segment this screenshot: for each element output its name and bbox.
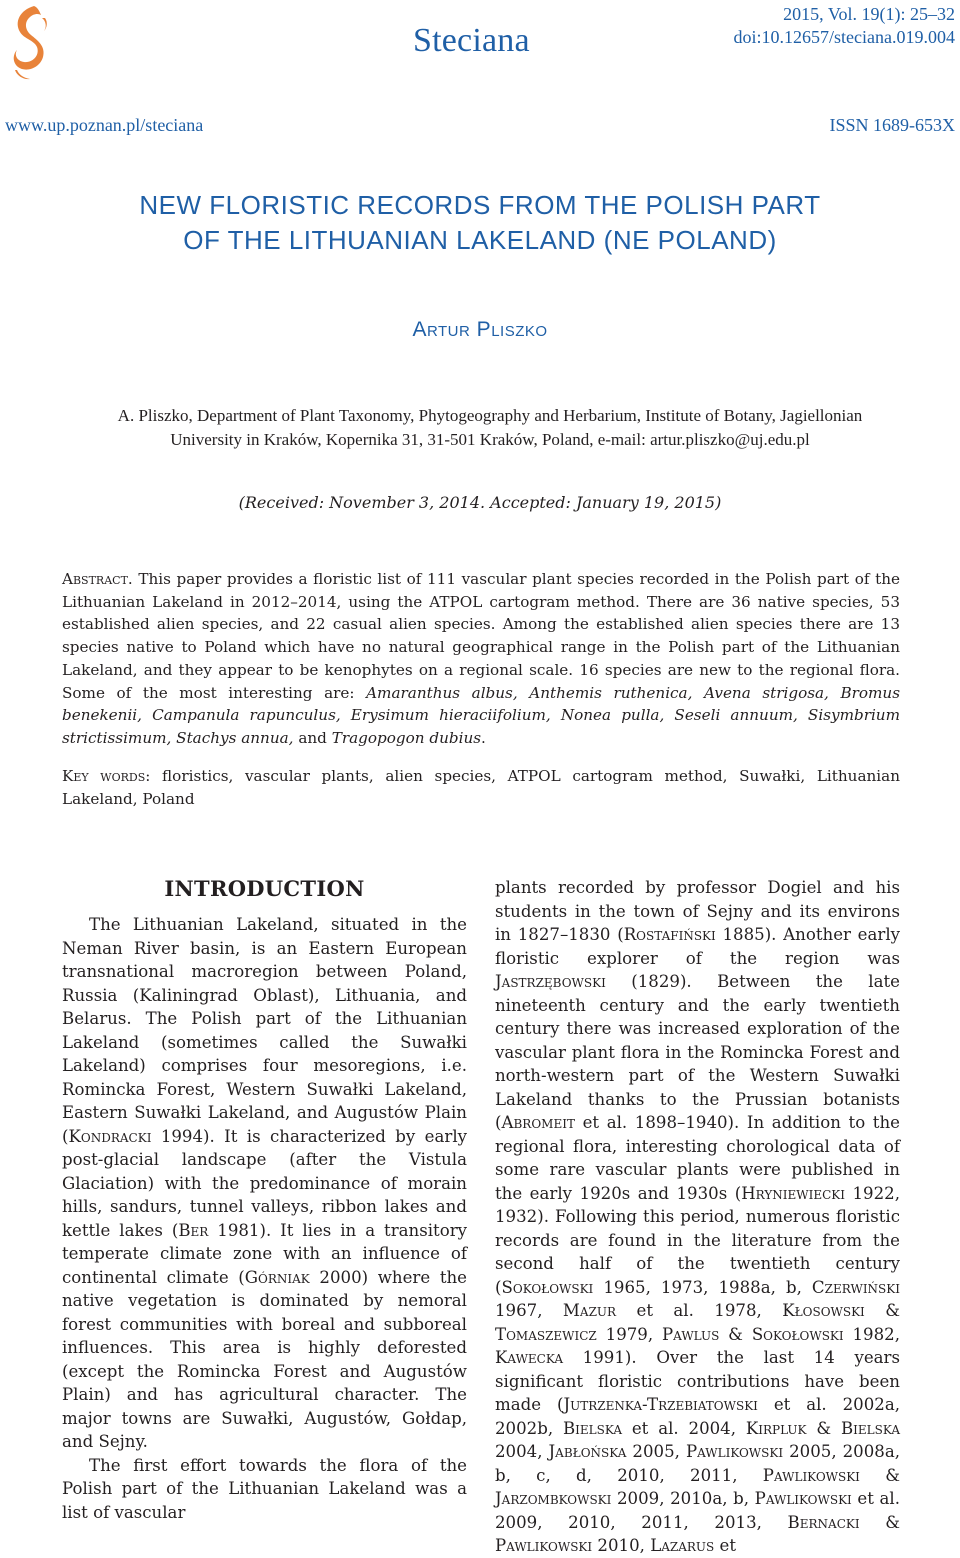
abstract-and: and bbox=[293, 728, 332, 747]
citation-author: Kirpluk bbox=[745, 1418, 807, 1438]
text-span: et al. 2004, bbox=[622, 1418, 746, 1438]
citation-author: Bielska bbox=[840, 1418, 900, 1438]
citation-author: Kawecka bbox=[495, 1348, 563, 1367]
text-span: 1965, 1973, 1988a, b, bbox=[593, 1277, 812, 1297]
text-span: et al. 2002a, 2002b, bbox=[495, 1395, 901, 1438]
text-span: 1922, 1932). Following this period, numerous floristic records are found in the literature from the second half of the twentieth century ( bbox=[495, 1183, 900, 1297]
citation-author: Mazur bbox=[562, 1301, 617, 1320]
masthead-info bbox=[734, 3, 955, 49]
citation-author: Abromeit bbox=[501, 1113, 575, 1132]
citation-author: Ber bbox=[178, 1220, 209, 1240]
citation-author: Bernacki bbox=[787, 1512, 860, 1532]
keywords-colon: : bbox=[145, 767, 163, 785]
citation-author: Czerwiński bbox=[811, 1277, 900, 1297]
citation-author: Jarzombkowski bbox=[495, 1489, 612, 1508]
text-span: plants recorded by professor Dogiel and his students in the town of Sejny and its environs in 1827–1830 ( bbox=[495, 878, 900, 944]
text-span: 2009, 2010a, b, bbox=[611, 1489, 755, 1508]
citation-author: Pawlus bbox=[662, 1324, 720, 1344]
citation-author: Sokołowski bbox=[501, 1277, 594, 1297]
text-span: & bbox=[719, 1324, 752, 1344]
volume-line: 2015, Vol. 19(1): 25–32 bbox=[783, 4, 955, 24]
citation-author: Sokołowski bbox=[751, 1324, 844, 1344]
citation-author: Górniak bbox=[244, 1267, 310, 1287]
citation-author: Tomaszewicz bbox=[495, 1324, 597, 1344]
intro-paragraph-1 bbox=[62, 913, 467, 1454]
text-span: 2004, bbox=[495, 1442, 549, 1461]
title-line-2: OF THE LITHUANIAN LAKELAND (NE POLAND) bbox=[183, 225, 777, 255]
text-span: 1967, bbox=[495, 1301, 563, 1320]
text-span: 1991). Over the last 14 years significant floristic contributions have been made ( bbox=[495, 1348, 900, 1414]
text-span: & bbox=[864, 1301, 900, 1320]
left-column bbox=[62, 876, 467, 1524]
intro-paragraph-2: The first effort towards the flora of the Polish part of the Lithuanian Lakeland was a list of vascular bbox=[62, 1455, 467, 1522]
citation-author: Bielska bbox=[562, 1418, 623, 1438]
citation-author: Jastrzębowski bbox=[495, 972, 606, 991]
text-span: et bbox=[714, 1536, 737, 1555]
citation-author: Rostafiński bbox=[623, 925, 716, 944]
text-span: The Lithuanian Lakeland, situated in the Neman River basin, is an Eastern European transnational macroregion between Poland, Russia (Kaliningrad Oblast), Lithuania, and Belarus. The Polish part of the Lithuanian Lakeland (sometimes called the Suwałki Lakeland) comprises four mesoregions, i.e. Romincka Forest, Western Suwałki Lakeland, Eastern Suwałki Lakeland, and Augustów Plain ( bbox=[62, 915, 467, 1146]
author-name: Artur Pliszko bbox=[412, 318, 548, 341]
text-span: & bbox=[859, 1512, 900, 1532]
right-column bbox=[495, 876, 900, 1558]
text-span: et al. 2009, 2010, 2011, 2013, bbox=[495, 1489, 900, 1532]
steciana-logo-icon bbox=[0, 0, 60, 90]
citation-author: Kondracki bbox=[68, 1126, 152, 1146]
text-span: 2005, 2008a, b, c, d, 2010, 2011, bbox=[495, 1442, 901, 1485]
citation-author: Pawlikowski bbox=[762, 1465, 860, 1485]
text-span: et al. 1978, bbox=[616, 1301, 783, 1320]
citation-author: Lazarus bbox=[650, 1536, 715, 1555]
text-span: 1982, bbox=[843, 1324, 900, 1344]
text-span: 2005, bbox=[626, 1442, 686, 1461]
citation-author: Kłosowski bbox=[782, 1301, 865, 1320]
text-span: 1994). It is characterized by early post-glacial landscape (after the Vistula Glaciation) with the predominance of morain hills, sandurs, tunnel valleys, ribbon lakes and kettle lakes ( bbox=[62, 1126, 467, 1240]
article-title bbox=[0, 188, 960, 258]
text-span: 2000) where the native vegetation is dominated by nemoral forest communities with boreal and subboreal influences. This area is highly deforested (except the Romincka Forest and Augustów Plain) and has agricultural character. The major towns are Suwałki, Augustów, Gołdap, and Sejny. bbox=[62, 1267, 467, 1451]
citation-author: Pawlikowski bbox=[495, 1536, 593, 1555]
introduction-heading: INTRODUCTION bbox=[164, 876, 365, 901]
received-dates: (Received: November 3, 2014. Accepted: January 19, 2015) bbox=[238, 493, 722, 512]
text-span: et al. 1898–1940). In addition to the regional flora, interesting chorological data of some rare vascular plants were published in the early 1920s and 1930s ( bbox=[495, 1113, 900, 1203]
citation-author: Pawlikowski bbox=[685, 1442, 784, 1461]
citation-author: Jabłońska bbox=[548, 1442, 627, 1461]
citation-author: Hryniewiecki bbox=[741, 1183, 845, 1203]
citation-author: Pawlikowski bbox=[754, 1489, 852, 1508]
citation-author: Jutrzenka-Trzebiatowski bbox=[563, 1395, 758, 1414]
doi[interactable]: doi:10.12657/steciana.019.004 bbox=[733, 27, 955, 47]
keywords bbox=[62, 765, 900, 810]
keywords-text: floristics, vascular plants, alien species, ATPOL cartogram method, Suwałki, Lithuanian Lakeland, Poland bbox=[62, 767, 900, 808]
abstract-last-species: Tragopogon dubius bbox=[331, 728, 482, 747]
abstract-species-list: Amaranthus albus, Anthemis ruthenica, Avena strigosa, Bromus benekenii, Campanula rapunculus, Erysimum hieraciifolium, Nonea pulla, Seseli annuum, Sisymbrium strictissimum, Stachys annua, bbox=[62, 683, 900, 747]
text-span: 2010, bbox=[592, 1536, 651, 1555]
issn: ISSN 1689-653X bbox=[829, 115, 955, 135]
text-span: 1885). Another early floristic explorer of the region was bbox=[495, 925, 900, 968]
abstract-label: Abstract. bbox=[62, 570, 133, 588]
title-line-1: NEW FLORISTIC RECORDS FROM THE POLISH PART bbox=[139, 190, 821, 220]
text-span: 1979, bbox=[596, 1324, 662, 1344]
abstract bbox=[62, 568, 900, 750]
text-span: & bbox=[806, 1418, 841, 1438]
keywords-label: Key words bbox=[62, 767, 146, 785]
abstract-end: . bbox=[481, 728, 486, 747]
journal-url[interactable]: www.up.poznan.pl/steciana bbox=[5, 115, 204, 135]
intro-paragraph-continued bbox=[495, 876, 900, 1558]
text-span: (1829). Between the late nineteenth century and the early twentieth century there was increased exploration of the vascular plant flora in the Romincka Forest and north-western part of the Western Suwałki Lakeland thanks to the Prussian botanists ( bbox=[495, 972, 900, 1132]
journal-name: Steciana bbox=[413, 22, 530, 59]
author-affiliation: A. Pliszko, Department of Plant Taxonomy, Phytogeography and Herbarium, Institute of Botany, Jagiellonian University in Kraków, Kopernika 31, 31-501 Kraków, Poland, e-mail: artur.pliszko@uj.edu.pl bbox=[117, 406, 863, 449]
abstract-text: This paper provides a floristic list of 111 vascular plant species recorded in the Polish part of the Lithuanian Lakeland in 2012–2014, using the ATPOL cartogram method. There are 36 native species, 53 established alien species, and 22 casual alien species. Among the established alien species there are 13 species native to Poland which have no natural geographical range in the Polish part of the Lithuanian Lakeland, and they appear to be kenophytes on a regional scale. 16 species are new to the regional flora. Some of the most interesting are: bbox=[62, 570, 900, 702]
text-span: 1981). It lies in a transitory temperate climate zone with an influence of continental climate ( bbox=[62, 1220, 467, 1287]
text-span: & bbox=[859, 1465, 900, 1485]
